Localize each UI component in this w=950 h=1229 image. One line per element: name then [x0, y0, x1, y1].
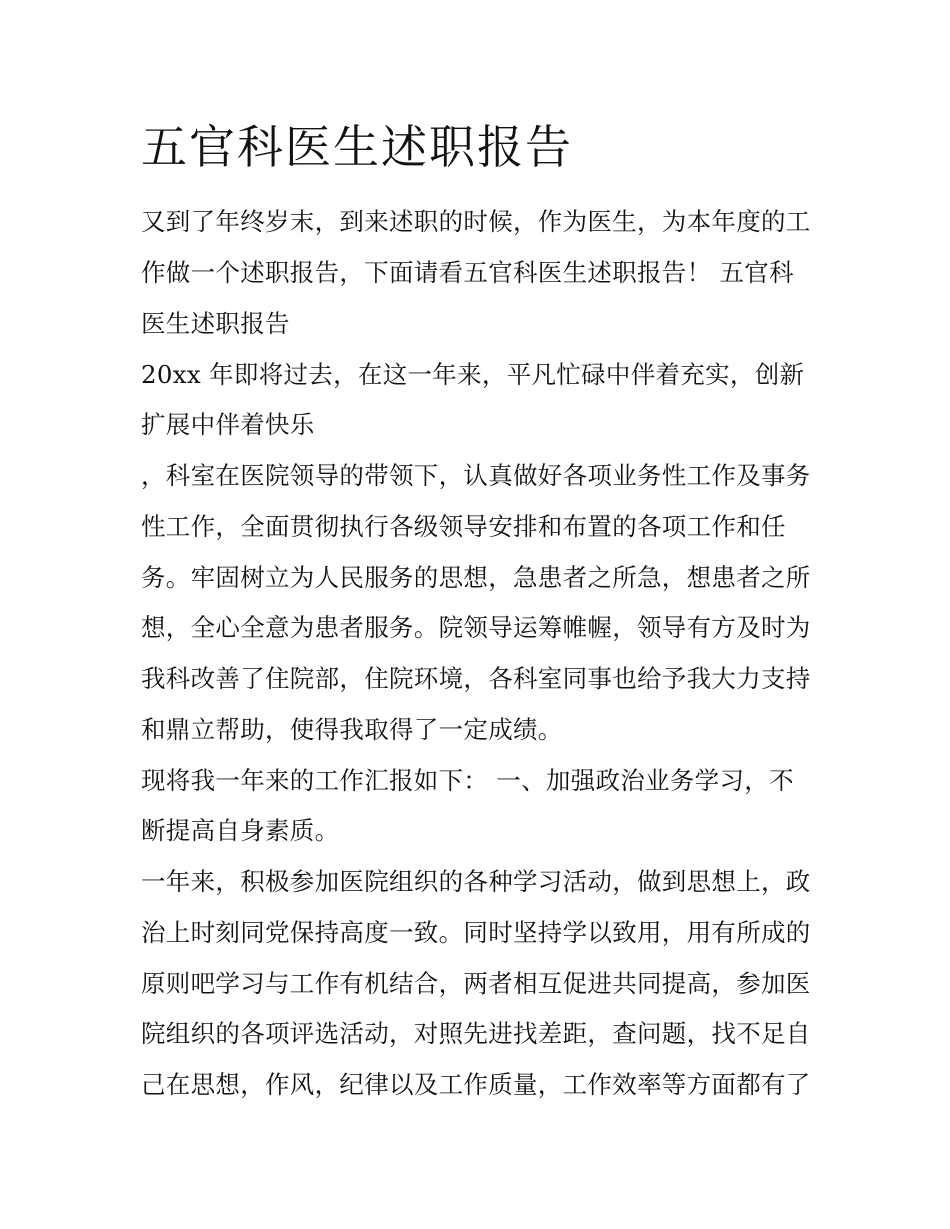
body-line: 又到了年终岁末，到来述职的时候，作为医生，为本年度的工: [141, 207, 811, 236]
body-line: 我科改善了住院部，住院环境，各科室同事也给予我大力支持: [141, 664, 811, 693]
body-line: 务。牢固树立为人民服务的思想，急患者之所急，想患者之所: [141, 563, 811, 592]
body-line: 扩展中伴着快乐: [141, 410, 315, 439]
body-line: 想，全心全意为患者服务。院领导运筹帷幄，领导有方及时为: [141, 613, 811, 642]
body-line: 作做一个述职报告，下面请看五官科医生述职报告！ 五官科: [141, 258, 794, 287]
body-line: 性工作，全面贯彻执行各级领导安排和布置的各项工作和任: [141, 512, 786, 541]
body-line: ，科室在医院领导的带领下，认真做好各项业务性工作及事务: [141, 461, 811, 490]
body-line: 断提高自身素质。: [141, 816, 340, 845]
body-line: 一年来，积极参加医院组织的各种学习活动，做到思想上，政: [141, 867, 811, 896]
body-line: 20xx 年即将过去，在这一年来，平凡忙碌中伴着充实，创新: [141, 360, 805, 389]
document-title: 五官科医生述职报告: [141, 120, 573, 174]
body-line: 院组织的各项评选活动，对照先进找差距，查问题，找不足自: [141, 1019, 811, 1048]
body-line: 原则吧学习与工作有机结合，两者相互促进共同提高，参加医: [141, 969, 811, 998]
body-line: 医生述职报告: [141, 309, 290, 338]
body-line: 和鼎立帮助，使得我取得了一定成绩。: [141, 715, 563, 744]
body-line: 己在思想，作风，纪律以及工作质量，工作效率等方面都有了: [141, 1070, 811, 1099]
body-line: 现将我一年来的工作汇报如下： 一、加强政治业务学习，不: [141, 766, 794, 795]
body-line: 治上时刻同党保持高度一致。同时坚持学以致用，用有所成的: [141, 918, 811, 947]
